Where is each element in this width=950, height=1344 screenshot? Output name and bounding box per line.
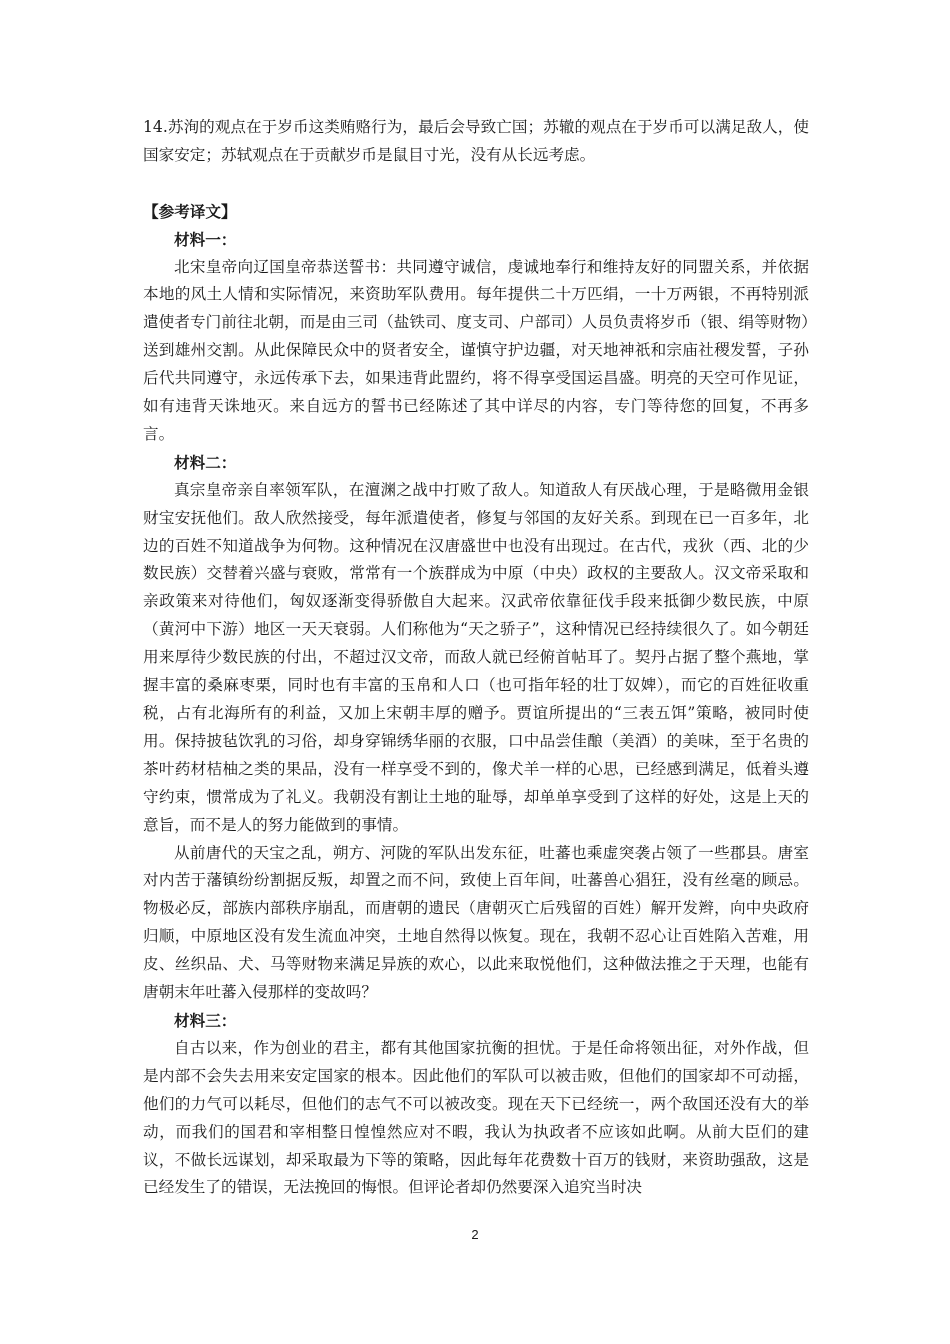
material-2-paragraph-1: 真宗皇帝亲自率领军队，在澶渊之战中打败了敌人。知道敌人有厌战心理，于是略微用金银财宝安抚他们。敌人欣然接受，每年派遣使者，修复与邻国的友好关系。到现在已一百多年，北边的百姓不知道战争为何物。这种情况在汉唐盛世中也没有出现过。在古代，戎狄（西、北的少数民族）交替着兴盛与衰败，常常有一个族群成为中原（中央）政权的主要敌人。汉文帝采取和亲政策来对待他们，匈奴逐渐变得骄傲自大起来。汉武帝依靠征伐手段来抵御少数民族，中原（黄河中下游）地区一天天衰弱。人们称他为“天之骄子”，这种情况已经持续很久了。如今朝廷用来厚待少数民族的付出，不超过汉文帝，而敌人就已经俯首帖耳了。契丹占据了整个燕地，掌握丰富的桑麻枣栗，同时也有丰富的玉帛和人口（也可指年轻的壮丁奴婢），而它的百姓征收重税，占有北海所有的利益，又加上宋朝丰厚的赠予。贾谊所提出的“三表五饵”策略，被同时使用。保持披毡饮乳的习俗，却身穿锦绣华丽的衣服，口中品尝佳酿（美酒）的美味，至于名贵的茶叶药材桔柚之类的果品，没有一样享受不到的，像犬羊一样的心思，已经感到满足，低着头遵守约束，惯常成为了礼义。我朝没有割让土地的耻辱，却单单享受到了这样的好处，这是上天的意旨，而不是人的努力能做到的事情。: [143, 480, 809, 834]
page-number: 2: [471, 1227, 479, 1242]
material-2-heading: 材料二：: [174, 452, 237, 472]
material-1-heading: 材料一：: [174, 229, 237, 249]
page-content: [143, 114, 809, 1202]
material-3-paragraph-1: 自古以来，作为创业的君主，都有其他国家抗衡的担忧。于是任命将领出征，对外作战，但是内部不会失去用来安定国家的根本。因此他们的军队可以被击败，但他们的国家却不可动摇，他们的力气可以耗尽，但他们的志气不可以被改变。现在天下已经统一，两个敌国还没有大的举动，而我们的国君和宰相整日惶惶然应对不暇，我认为执政者不应该如此啊。从前大臣们的建议，不做长远谋划，却采取最为下等的策略，因此每年花费数十百万的钱财，来资助强敌，这是已经发生了的错误，无法挽回的悔恨。但评论者却仍然要深入追究当时决: [143, 1038, 809, 1197]
material-3-heading: 材料三：: [174, 1010, 237, 1030]
answer-14: 14.苏洵的观点在于岁币这类贿赂行为，最后会导致亡国；苏辙的观点在于岁币可以满足敌人，使国家安定；苏轼观点在于贡献岁币是鼠目寸光，没有从长远考虑。: [143, 118, 809, 164]
material-2-paragraph-2: 从前唐代的天宝之乱，朔方、河陇的军队出发东征，吐蕃也乘虚突袭占领了一些郡县。唐室对内苦于藩镇纷纷割据反叛，却置之而不问，致使上百年间，吐蕃兽心猖狂，没有丝毫的顾忌。物极必反，部族内部秩序崩乱，而唐朝的遗民（唐朝灭亡后残留的百姓）解开发辫，向中央政府归顺，中原地区没有发生流血冲突，土地自然得以恢复。现在，我朝不忍心让百姓陷入苦难，用皮、丝织品、犬、马等财物来满足异族的欢心，以此来取悦他们，这种做法推之于天理，也能有唐朝末年吐蕃入侵那样的变故吗？: [143, 843, 809, 1002]
translation-title: 【参考译文】: [143, 201, 237, 221]
material-1-paragraph-1: 北宋皇帝向辽国皇帝恭送誓书：共同遵守诚信，虔诚地奉行和维持友好的同盟关系，并依据本地的风土人情和实际情况，来资助军队费用。每年提供二十万匹绢，一十万两银，不再特别派遣使者专门前往北朝，而是由三司（盐铁司、度支司、户部司）人员负责将岁币（银、绢等财物）送到雄州交割。从此保障民众中的贤者安全，谨慎守护边疆，对天地神祇和宗庙社稷发誓，子孙后代共同遵守，永远传承下去，如果违背此盟约，将不得享受国运昌盛。明亮的天空可作见证，如有违背天诛地灭。来自远方的誓书已经陈述了其中详尽的内容，专门等待您的回复，不再多言。: [143, 257, 809, 443]
